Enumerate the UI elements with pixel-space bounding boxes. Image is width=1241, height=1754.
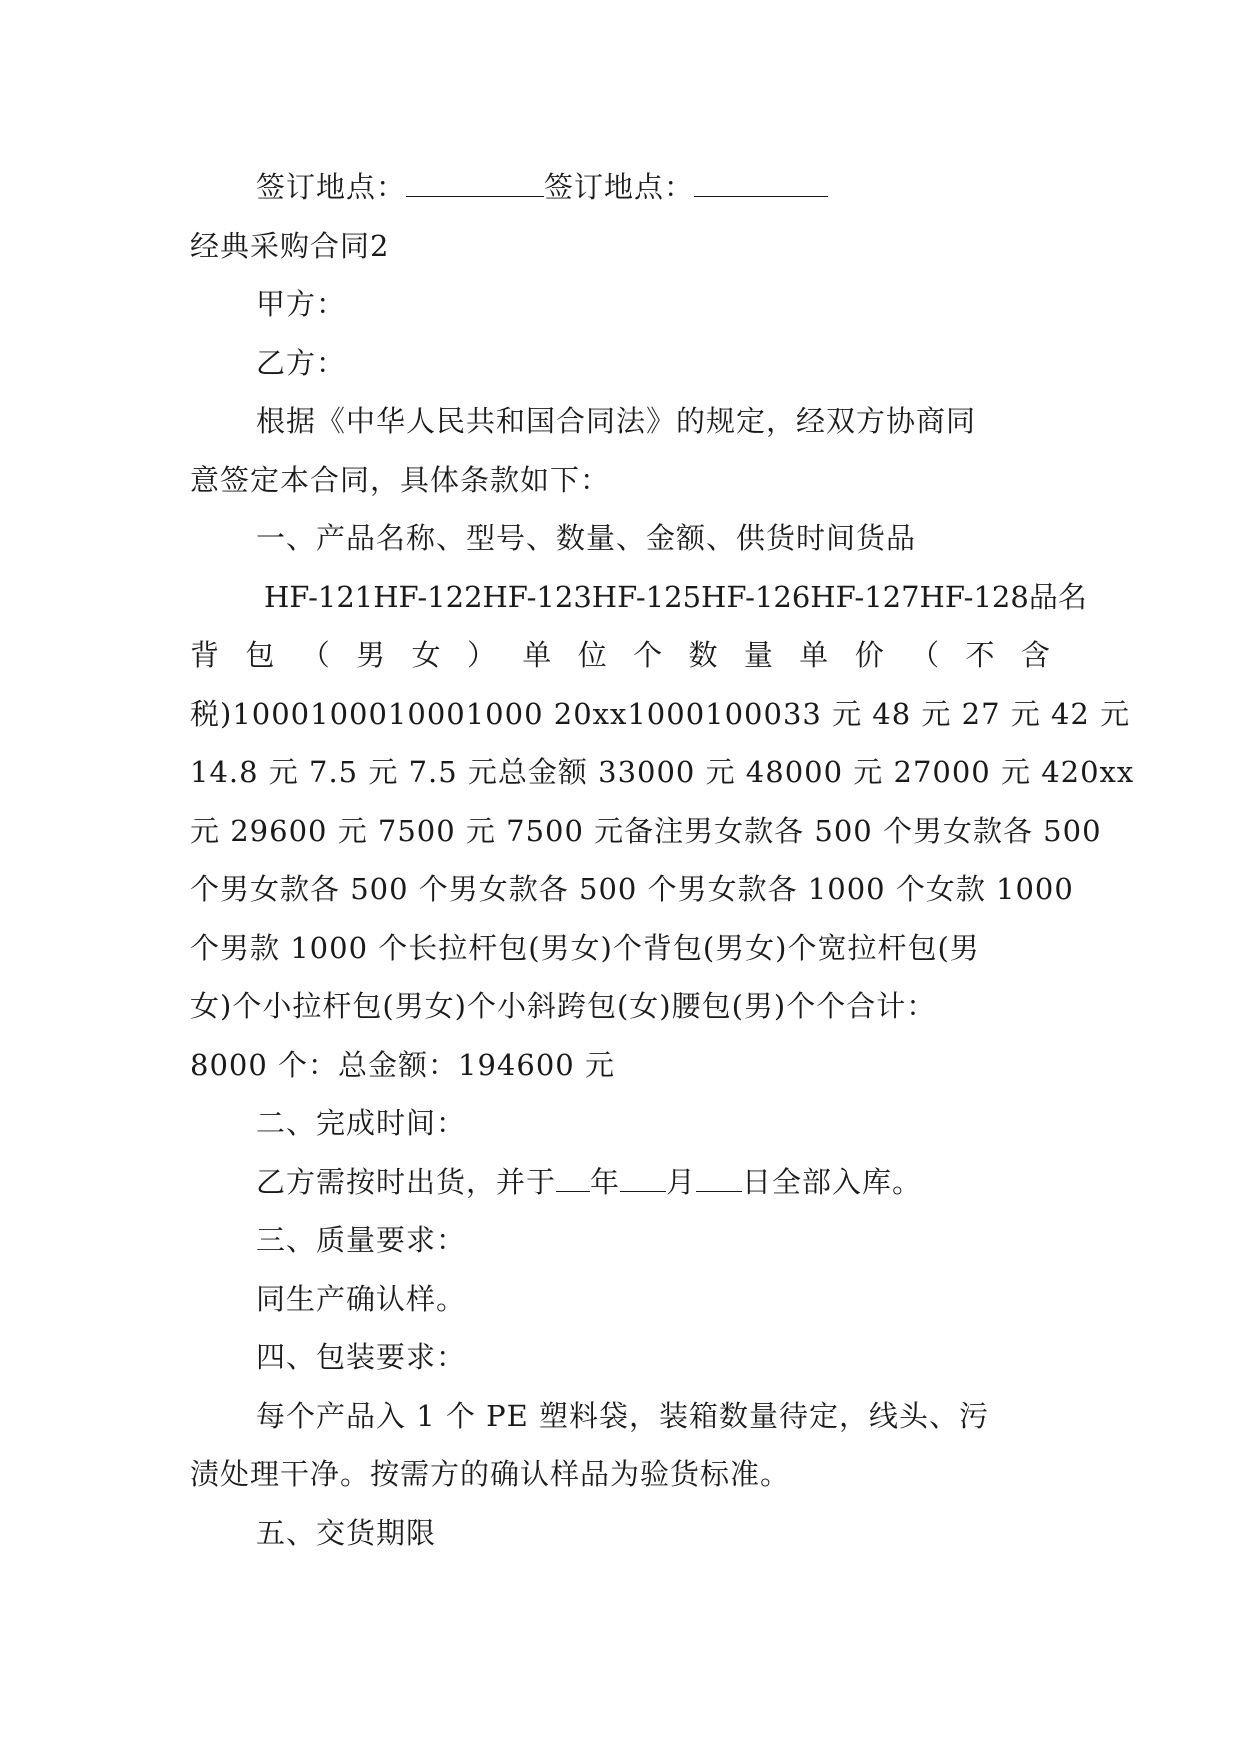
section-3-text: 同生产确认样。 xyxy=(256,1281,467,1316)
section-4-line-1: 每个产品入 1 个 PE 塑料袋，装箱数量待定，线头、污 xyxy=(256,1398,990,1433)
header-char: 量 xyxy=(743,638,773,672)
section-1-line-7: 个男款 1000 个长拉杆包(男女)个背包(男女)个宽拉杆包(男 xyxy=(190,930,980,965)
model-word-2: 名 xyxy=(1057,579,1087,614)
section-1-line-3: 税)1000100010001000 20xx1000100033 元 48 元 27 元 42 元 xyxy=(190,696,1131,731)
header-char: 不 xyxy=(965,638,995,672)
section-1-line-4: 14.8 元 7.5 元 7.5 元总金额 33000 元 48000 元 27000 元 420xx xyxy=(190,755,1135,789)
sign-location-label-2: 签订地点： xyxy=(544,170,695,204)
header-char: ） xyxy=(466,638,496,672)
header-char: 男 xyxy=(356,638,386,672)
section-1-line-5: 元 29600 元 7500 元 7500 元备注男女款各 500 个男女款各 500 xyxy=(190,813,1102,848)
header-char: 数 xyxy=(688,638,718,672)
document-page xyxy=(190,158,1135,1678)
month-blank xyxy=(620,1163,666,1192)
section-4-heading: 四、包装要求： xyxy=(256,1340,467,1374)
sign-location-blank-1 xyxy=(406,168,544,197)
model-word-1: 品 xyxy=(1028,579,1058,614)
section-1-models-line xyxy=(190,568,1087,627)
header-char: 位 xyxy=(577,638,607,672)
section-5-heading: 五、交货期限 xyxy=(256,1515,437,1550)
party-a-label: 甲方： xyxy=(256,287,347,321)
section-1-heading: 一、产品名称、型号、数量、金额、供货时间货品 xyxy=(256,521,917,555)
section-4-line-2: 渍处理干净。按需方的确认样品为验货标准。 xyxy=(190,1457,791,1491)
header-char: 单 xyxy=(522,638,552,672)
section-2-text xyxy=(190,1153,1050,1212)
header-char: 背 xyxy=(190,638,220,672)
year-label: 年 xyxy=(590,1164,621,1199)
header-char: 个 xyxy=(633,638,663,672)
header-char: 价 xyxy=(854,638,884,672)
section-1-line-6: 个男女款各 500 个男女款各 500 个男女款各 1000 个女款 1000 xyxy=(190,872,1074,906)
section-1-header-line xyxy=(190,626,1050,685)
intro-line-1: 根据《中华人民共和国合同法》的规定，经双方协商同 xyxy=(256,404,977,438)
model-codes: HF-121HF-122HF-123HF-125HF-126HF-127HF-128 xyxy=(264,579,1029,614)
month-label: 月 xyxy=(666,1164,697,1199)
intro-line-2: 意签定本合同，具体条款如下： xyxy=(190,462,611,497)
header-char: 女 xyxy=(411,638,441,672)
section-2-heading: 二、完成时间： xyxy=(256,1106,467,1140)
header-char: （ xyxy=(300,638,330,672)
header-char: 含 xyxy=(1020,638,1050,672)
delivery-text-2: 日全部入库。 xyxy=(742,1164,923,1199)
section-3-heading: 三、质量要求： xyxy=(256,1223,467,1257)
party-b-label: 乙方： xyxy=(256,345,347,380)
year-blank xyxy=(556,1163,590,1192)
day-blank xyxy=(696,1163,742,1192)
section-1-line-8: 女)个小拉杆包(男女)个小斜跨包(女)腰包(男)个个合计： xyxy=(190,989,937,1023)
sign-location-blank-2 xyxy=(694,168,828,197)
header-char: 包 xyxy=(245,638,275,672)
contract-title: 经典采购合同2 xyxy=(190,228,390,263)
header-char: 单 xyxy=(799,638,829,672)
section-1-line-9: 8000 个：总金额：194600 元 xyxy=(190,1047,615,1082)
delivery-text-1: 乙方需按时出货，并于 xyxy=(256,1164,557,1199)
sign-location-line xyxy=(190,158,1050,217)
sign-location-label-1: 签订地点： xyxy=(256,170,407,204)
header-char: （ xyxy=(910,638,940,672)
